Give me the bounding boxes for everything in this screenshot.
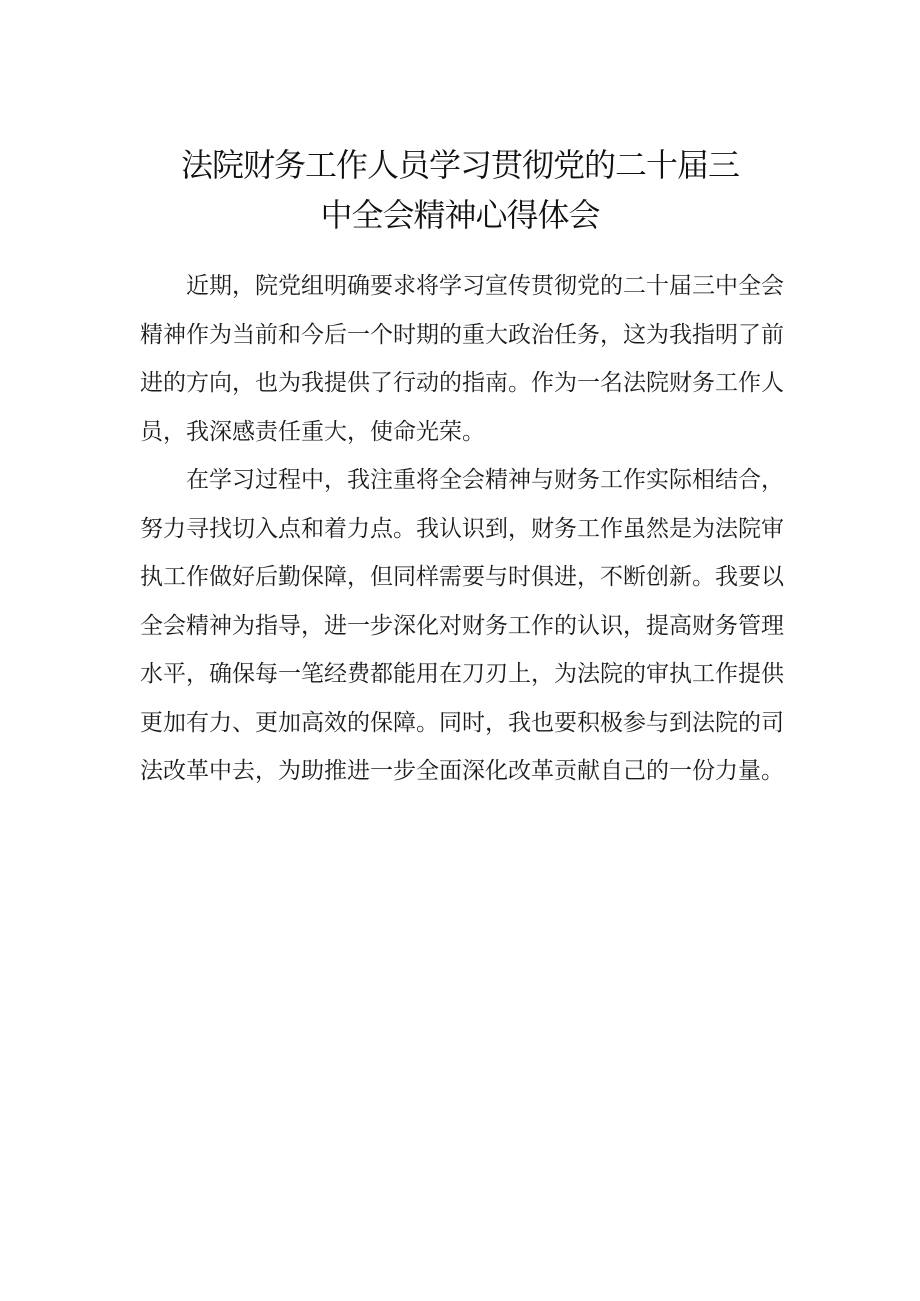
paragraph-line: 法改革中去，为助推进一步全面深化改革贡献自己的一份力量。 (140, 758, 784, 784)
document-body (140, 262, 784, 796)
paragraph-line: 执工作做好后勤保障，但同样需要与时俱进，不断创新。我要以 (140, 564, 784, 590)
paragraph-line: 精神作为当前和今后一个时期的重大政治任务，这为我指明了前 (140, 321, 784, 348)
paragraph-2 (140, 456, 784, 796)
paragraph-line: 近期，院党组明确要求将学习宣传贯彻党的二十届三中全会 (186, 273, 784, 299)
paragraph-line: 进的方向，也为我提供了行动的指南。作为一名法院财务工作人 (140, 370, 784, 396)
paragraph-line: 更加有力、更加高效的保障。同时，我也要积极参与到法院的司 (140, 709, 784, 736)
paragraph-line: 水平，确保每一笔经费都能用在刀刃上，为法院的审执工作提供 (140, 661, 784, 687)
title-line-2: 中全会精神心得体会 (320, 196, 600, 234)
document-title (140, 140, 780, 240)
paragraph-line: 员，我深感责任重大，使命光荣。 (140, 418, 485, 445)
paragraph-line: 努力寻找切入点和着力点。我认识到，财务工作虽然是为法院审 (140, 515, 784, 542)
paragraph-1 (140, 262, 784, 456)
paragraph-line: 全会精神为指导，进一步深化对财务工作的认识，提高财务管理 (140, 612, 784, 639)
title-line-1: 法院财务工作人员学习贯彻党的二十届三 (180, 146, 739, 184)
paragraph-line: 在学习过程中，我注重将全会精神与财务工作实际相结合， (186, 467, 784, 493)
